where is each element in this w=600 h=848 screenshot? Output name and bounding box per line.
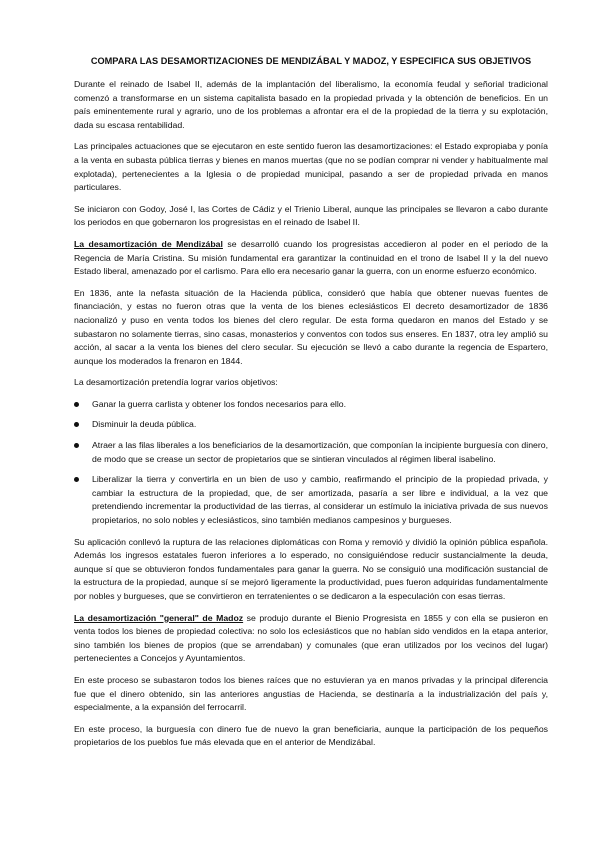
- mendizabal-paragraph-1-text: se desarrolló cuando los progresistas accedieron al poder en el periodo de la Regencia de María Cristina. Su misión fundamental era garantizar la continuidad en el trono de Isabel II y la del nuevo Estado liberal, amenazado por el carlismo. Para ello era necesario ganar la guerra, con un enorme esfuerzo económico.: [74, 238, 548, 277]
- objective-text: Atraer a las filas liberales a los beneficiarios de la desamortización, que componían la incipiente burguesía con dinero, de modo que se crease un sector de propietarios que se sintieran vinculados al régimen liberal isabelino.: [92, 440, 548, 464]
- bullet-icon: [74, 477, 79, 482]
- madoz-paragraph-1: [74, 612, 548, 666]
- intro-paragraph-1: Durante el reinado de Isabel II, además de la implantación del liberalismo, la economía feudal y señorial tradicional comenzó a transformarse en un sistema capitalista basado en la propiedad privada y la obtención de beneficios. En un país eminentemente rural y agrario, uno de los problemas a afrontar era el de la propiedad de la tierra y su explotación, dada su escasa rentabilidad.: [74, 79, 548, 130]
- madoz-paragraph-2: En este proceso se subastaron todos los bienes raíces que no estuvieran ya en manos privadas y la principal diferencia fue que el dinero obtenido, sin las anteriores angustias de Hacienda, se destinaría a la industrialización del país y, especialmente, a la expansión del ferrocarril.: [74, 674, 548, 713]
- objective-text: Ganar la guerra carlista y obtener los fondos necesarios para ello.: [92, 398, 347, 409]
- objectives-intro: La desamortización pretendía lograr varios objetivos:: [74, 377, 278, 388]
- consequences-paragraph: Su aplicación conllevó la ruptura de las relaciones diplomáticas con Roma y removió y dividió la opinión pública española. Además los ingresos estatales fueron inferiores a lo esperado, no consiguiéndose reducir sustancialmente la deuda, aunque sí que se obtuvieron fondos fundamentales para ganar la guerra. No se consiguió una modificación sustancial de la estructura de la propiedad, aunque sí se mejoró ligeramente la productividad, pues fueron adquiridas fundamentalmente por nobles y burgueses, que se convirtieron en terratenientes o se dedicaron a la especulación con esas tierras.: [74, 536, 548, 601]
- madoz-paragraph-1-text: se produjo durante el Bienio Progresista en 1855 y con ella se pusieron en venta todos los bienes de propiedad colectiva: no solo los eclesiásticos que no habían sido vendidos en la etapa anterior, sino también los bienes de propios (que se arrendaban) y comunales (que eran utilizados por los vecinos del lugar) pertenecientes a Concejos y Ayuntamientos.: [74, 612, 548, 664]
- list-item: [74, 418, 548, 432]
- bullet-icon: [74, 422, 79, 427]
- list-item: [74, 439, 548, 466]
- objective-text: Liberalizar la tierra y convertirla en un bien de uso y cambio, reafirmando el principio de la propiedad privada, y cambiar la estructura de la propiedad, que, de ser amortizada, pasaría a ser libre e individual, a la vez que pretendiendo incrementar la productividad de las tierras, al considerar un estímulo la iniciativa privada de sus nuevos propietarios, no solo nobles y eclesiásticos, sino también medianos campesinos y burgueses.: [92, 474, 548, 526]
- objectives-list: [74, 398, 548, 528]
- mendizabal-heading: La desamortización de Mendizábal: [74, 238, 223, 249]
- madoz-paragraph-3: En este proceso, la burguesía con dinero fue de nuevo la gran beneficiaria, aunque la participación de los pequeños propietarios de los pueblos fue más elevada que en el anterior de Mendizábal.: [74, 723, 548, 748]
- objective-text: Disminuir la deuda pública.: [92, 419, 197, 430]
- intro-paragraph-3: Se iniciaron con Godoy, José I, las Cortes de Cádiz y el Trienio Liberal, aunque las principales se llevaron a cabo durante los periodos en que gobernaron los progresistas en el reinado de Isabel II.: [74, 203, 548, 228]
- document-title: COMPARA LAS DESAMORTIZACIONES DE MENDIZÁBAL Y MADOZ, Y ESPECIFICA SUS OBJETIVOS: [90, 56, 532, 66]
- mendizabal-paragraph-2: En 1836, ante la nefasta situación de la Hacienda pública, consideró que había que obtener nuevas fuentes de financiación, y estas no fueron otras que la venta de los bienes eclesiásticos El decreto desamortizador de 1836 nacionalizó y puso en venta todos los bienes del clero regular. De esta forma quedaron en manos del Estado y se subastaron no solamente tierras, sino casas, monasterios y conventos con todos sus enseres. En 1837, otra ley amplió su acción, al sacar a la venta los bienes del clero secular. Su ejecución se llevó a cabo durante la regencia de Espartero, aunque los moderados la frenaron en 1844.: [74, 287, 548, 366]
- intro-paragraph-2: Las principales actuaciones que se ejecutaron en este sentido fueron las desamortizaciones: el Estado expropiaba y ponía a la venta en subasta pública tierras y bienes en manos muertas (que no se podían comprar ni vender y habitualmente mal explotada), pertenecientes a la Iglesia o de propiedad municipal, pasando a ser de propiedad privada en manos particulares.: [74, 141, 548, 193]
- list-item: [74, 398, 548, 412]
- bullet-icon: [74, 443, 79, 448]
- bullet-icon: [74, 402, 79, 407]
- list-item: [74, 473, 548, 527]
- mendizabal-paragraph-1: [74, 238, 548, 279]
- madoz-heading: La desamortización "general" de Madoz: [74, 612, 244, 623]
